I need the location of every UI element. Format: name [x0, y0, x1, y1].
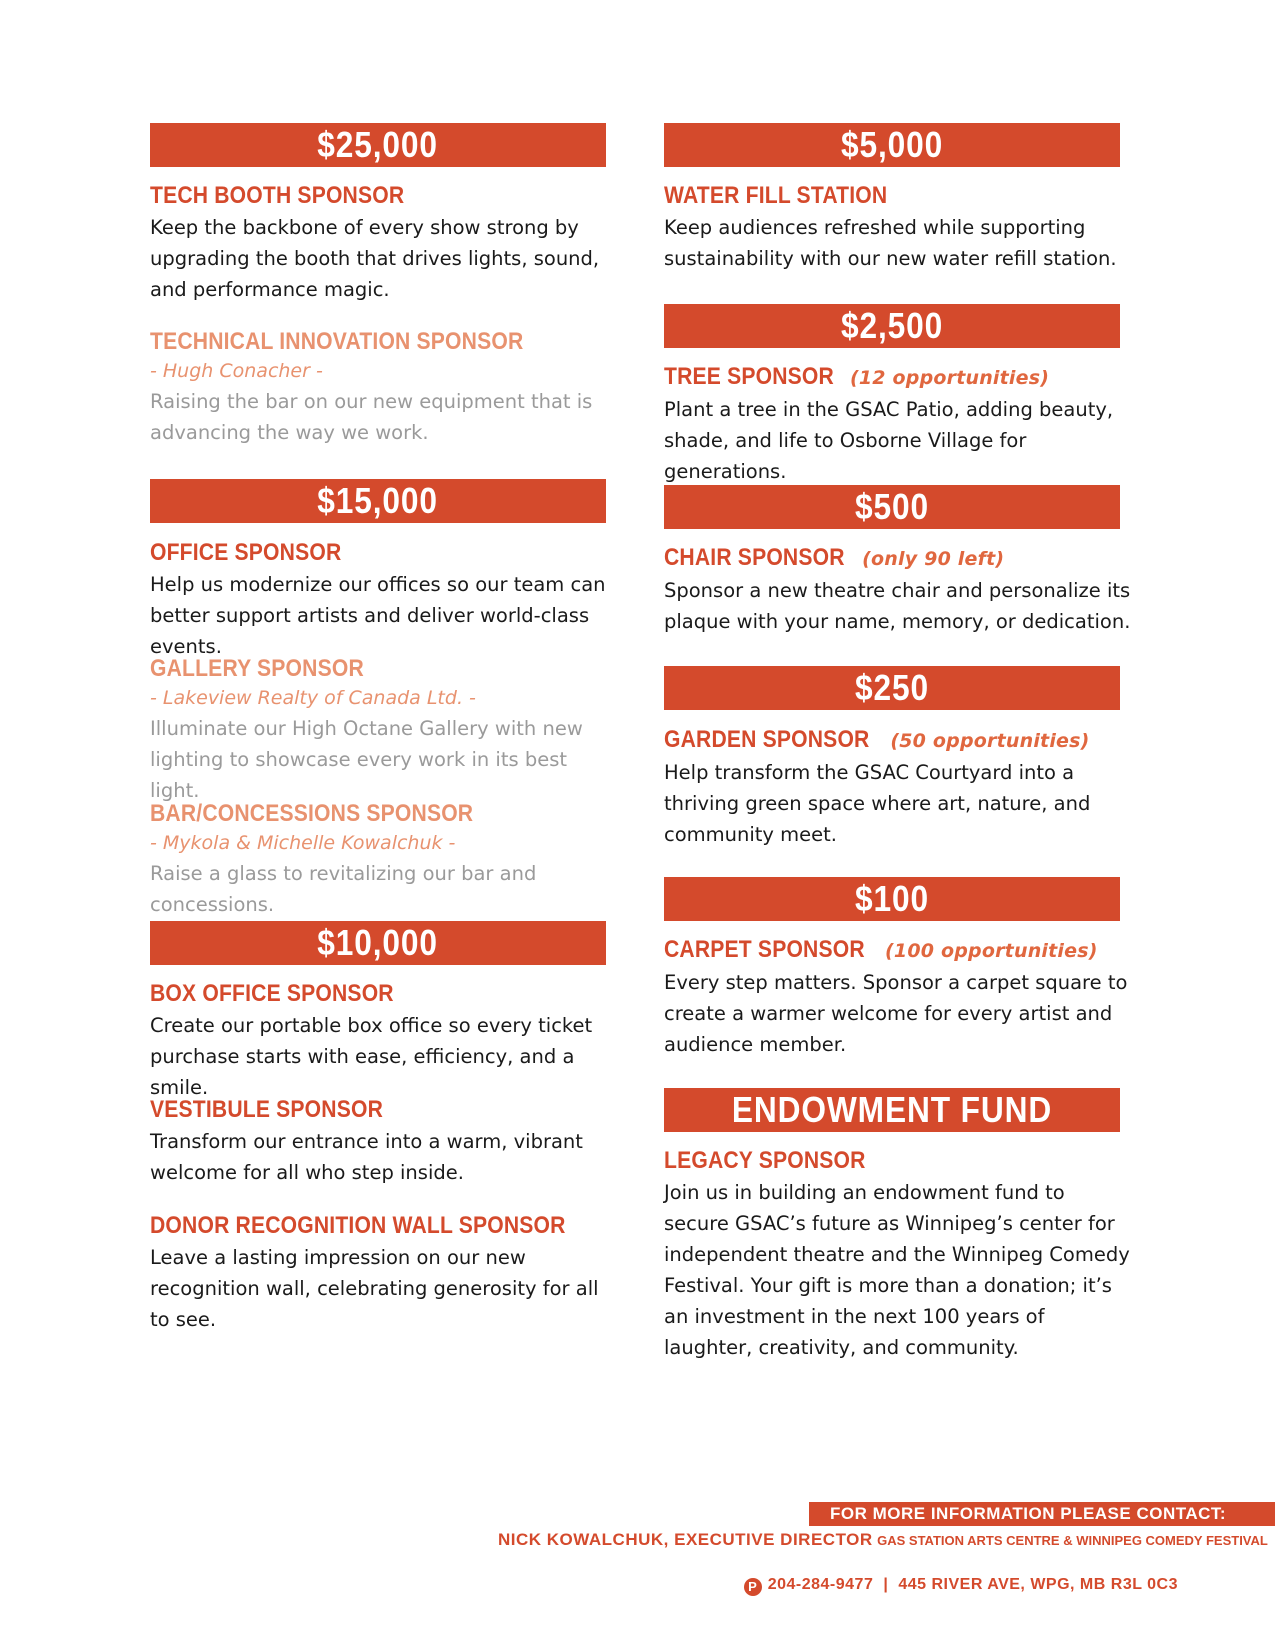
sponsor-title: LEGACY SPONSOR: [664, 1147, 866, 1174]
phone-number[interactable]: 204-284-9477: [767, 1576, 874, 1593]
sponsor-description: Transform our entrance into a warm, vibrant welcome for all who step inside.: [150, 1130, 583, 1184]
sponsor-description: Help transform the GSAC Courtyard into a thriving green space where art, nature, and community meet.: [664, 761, 1091, 846]
sponsor-description: Illuminate our High Octane Gallery with new lighting to showcase every work in its best light.: [150, 717, 583, 802]
sponsor-description: Sponsor a new theatre chair and personalize its plaque with your name, memory, or dedication.: [664, 579, 1131, 633]
sponsor-description: Join us in building an endowment fund to secure GSAC’s future as Winnipeg’s center for independent theatre and the Winnipeg Comedy Festival. Your gift is more than a donation; it’s an investment in the next 100 years of laughter, creativity, and community.: [664, 1181, 1130, 1359]
sponsor-title: TECH BOOTH SPONSOR: [150, 182, 405, 209]
tier-band-2500: $2,500: [664, 304, 1120, 348]
sponsor-description: Keep the backbone of every show strong by upgrading the booth that drives lights, sound, and performance magic.: [150, 216, 600, 301]
sponsor-description: Every step matters. Sponsor a carpet square to create a warmer welcome for every artist and audience member.: [664, 971, 1128, 1056]
separator: |: [883, 1576, 889, 1593]
sponsor-title: DONOR RECOGNITION WALL SPONSOR: [150, 1212, 566, 1239]
tier-band-10000: $10,000: [150, 921, 606, 965]
sponsor-description: Help us modernize our offices so our team can better support artists and deliver world-class events.: [150, 573, 606, 658]
address-line: [700, 1572, 1178, 1598]
ribbon-notch: [795, 1502, 809, 1526]
sponsor-title: OFFICE SPONSOR: [150, 539, 342, 566]
tier-band-25000: $25,000: [150, 123, 606, 167]
sponsor-description: Create our portable box office so every ticket purchase starts with ease, efficiency, and a smile.: [150, 1014, 593, 1099]
sponsor-note: (only 90 left): [862, 548, 1005, 570]
sponsor-chair: [664, 543, 1134, 637]
phone-icon: P: [744, 1578, 762, 1596]
sponsor-title: TECHNICAL INNOVATION SPONSOR: [150, 328, 524, 355]
tier-band-100: $100: [664, 877, 1120, 921]
sponsor-title: GARDEN SPONSOR (50 opportunities): [664, 726, 1090, 753]
sponsor-title: BOX OFFICE SPONSOR: [150, 980, 394, 1007]
tier-band-5000: $5,000: [664, 123, 1120, 167]
tier-band-250: $250: [664, 666, 1120, 710]
tier-band-endowment: ENDOWMENT FUND: [664, 1088, 1120, 1132]
contact-organization: GAS STATION ARTS CENTRE & WINNIPEG COMEDY FESTIVAL: [877, 1533, 1268, 1548]
sponsor-carpet: [664, 935, 1134, 1060]
sponsor-title: TREE SPONSOR (12 opportunities): [664, 363, 1050, 390]
sponsor-tech-booth: [150, 181, 620, 305]
sponsor-water-fill-station: [664, 181, 1134, 274]
sponsor-description: Keep audiences refreshed while supporting sustainability with our new water refill station.: [664, 216, 1117, 270]
sponsor-bar-concessions: [150, 799, 620, 920]
sponsor-technical-innovation: [150, 327, 620, 448]
tier-band-15000: $15,000: [150, 479, 606, 523]
sponsor-donor: - Hugh Conacher -: [150, 360, 323, 382]
sponsor-box-office: [150, 979, 620, 1103]
sponsor-vestibule: [150, 1095, 620, 1188]
contact-ribbon-text: FOR MORE INFORMATION PLEASE CONTACT:: [830, 1504, 1227, 1523]
sponsor-title: WATER FILL STATION: [664, 182, 888, 209]
address: 445 RIVER AVE, WPG, MB R3L 0C3: [898, 1576, 1178, 1593]
sponsor-note: (12 opportunities): [849, 367, 1050, 389]
sponsor-tree: [664, 362, 1134, 487]
sponsor-garden: [664, 725, 1134, 850]
sponsor-title: CHAIR SPONSOR (only 90 left): [664, 544, 1005, 571]
sponsor-donor: - Mykola & Michelle Kowalchuk -: [150, 832, 456, 854]
tier-band-500: $500: [664, 485, 1120, 529]
sponsor-title: VESTIBULE SPONSOR: [150, 1096, 384, 1123]
sponsor-note: (50 opportunities): [890, 730, 1090, 752]
sponsor-donor-recognition-wall: [150, 1211, 620, 1335]
sponsor-gallery: [150, 654, 620, 806]
sponsor-legacy: [664, 1146, 1134, 1363]
contact-line: [498, 1527, 1268, 1554]
sponsor-description: Leave a lasting impression on our new recognition wall, celebrating generosity for all to see.: [150, 1246, 599, 1331]
sponsor-description: Plant a tree in the GSAC Patio, adding beauty, shade, and life to Osborne Village for generations.: [664, 398, 1114, 483]
sponsor-note: (100 opportunities): [885, 940, 1098, 962]
sponsor-title: GALLERY SPONSOR: [150, 655, 364, 682]
sponsor-donor: - Lakeview Realty of Canada Ltd. -: [150, 687, 476, 709]
sponsor-title: CARPET SPONSOR (100 opportunities): [664, 936, 1098, 963]
sponsor-description: Raise a glass to revitalizing our bar and concessions.: [150, 862, 537, 916]
sponsor-description: Raising the bar on our new equipment that is advancing the way we work.: [150, 390, 593, 444]
sponsor-title: BAR/CONCESSIONS SPONSOR: [150, 800, 474, 827]
sponsor-office: [150, 538, 620, 662]
contact-name: NICK KOWALCHUK, EXECUTIVE DIRECTOR: [498, 1530, 873, 1549]
